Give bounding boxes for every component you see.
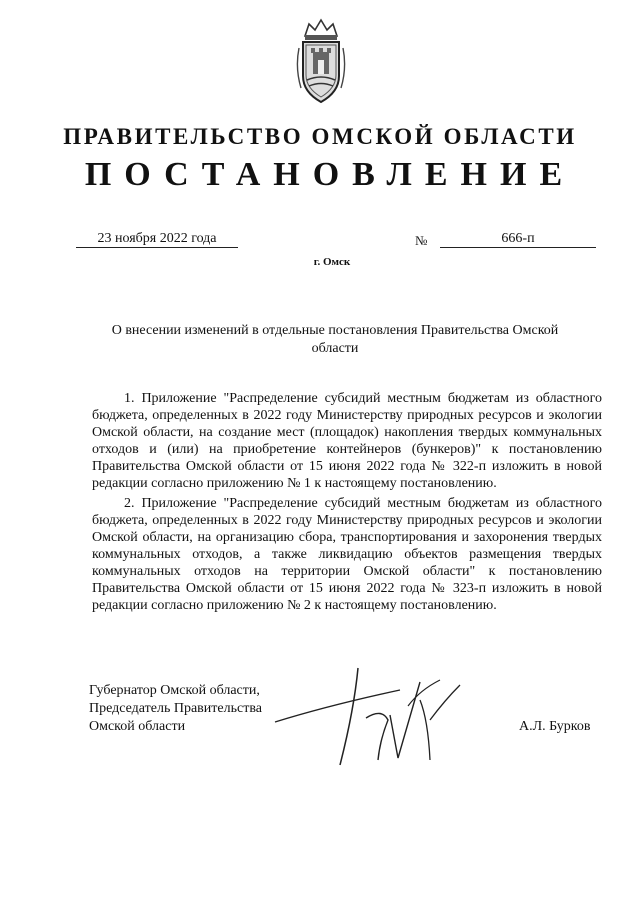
- document-city: г. Омск: [313, 256, 351, 268]
- signatory-position-line: Омской области: [89, 719, 186, 734]
- handwritten-signature: [270, 660, 470, 770]
- coat-of-arms-icon: [295, 18, 347, 106]
- document-date: 23 ноября 2022 года: [76, 230, 238, 248]
- signatory-position-line: Губернатор Омской области,: [89, 683, 260, 698]
- document-subject: О внесении изменений в отдельные постановления Правительства Омской области: [111, 323, 559, 356]
- signatory-position: [89, 682, 262, 736]
- number-sign: №: [415, 233, 428, 248]
- signatory-position-line: Председатель Правительства: [89, 701, 262, 716]
- document-type: ПОСТАНОВЛЕНИЕ: [84, 156, 576, 193]
- signatory-name: А.Л. Бурков: [519, 719, 591, 734]
- document-body: [92, 390, 602, 617]
- paragraph-2: 2. Приложение "Распределение субсидий местным бюджетам из областного бюджета, определенных в 2022 году Министерству природных ресурсов и экологии Омской области, на организацию сбора, транспортирования и захоронения твердых коммунальных отходов, а также ликвидацию объектов размещения твердых коммунальных отходов на территории Омской области" к постановлению Правительства Омской области от 15 июня 2022 года № 323-п изложить в новой редакции согласно приложению № 2 к настоящему постановлению.: [92, 496, 602, 613]
- government-title: ПРАВИТЕЛЬСТВО ОМСКОЙ ОБЛАСТИ: [63, 124, 577, 149]
- paragraph-1: 1. Приложение "Распределение субсидий местным бюджетам из областного бюджета, определенных в 2022 году Министерству природных ресурсов и экологии Омской области, на создание мест (площадок) накопления твердых коммунальных отходов и (или) на приобретение контейнеров (бункеров)" к постановлению Правительства Омской области от 15 июня 2022 года № 322-п изложить в новой редакции согласно приложению № 1 к настоящему постановлению.: [92, 391, 602, 491]
- document-number: 666-п: [440, 230, 596, 248]
